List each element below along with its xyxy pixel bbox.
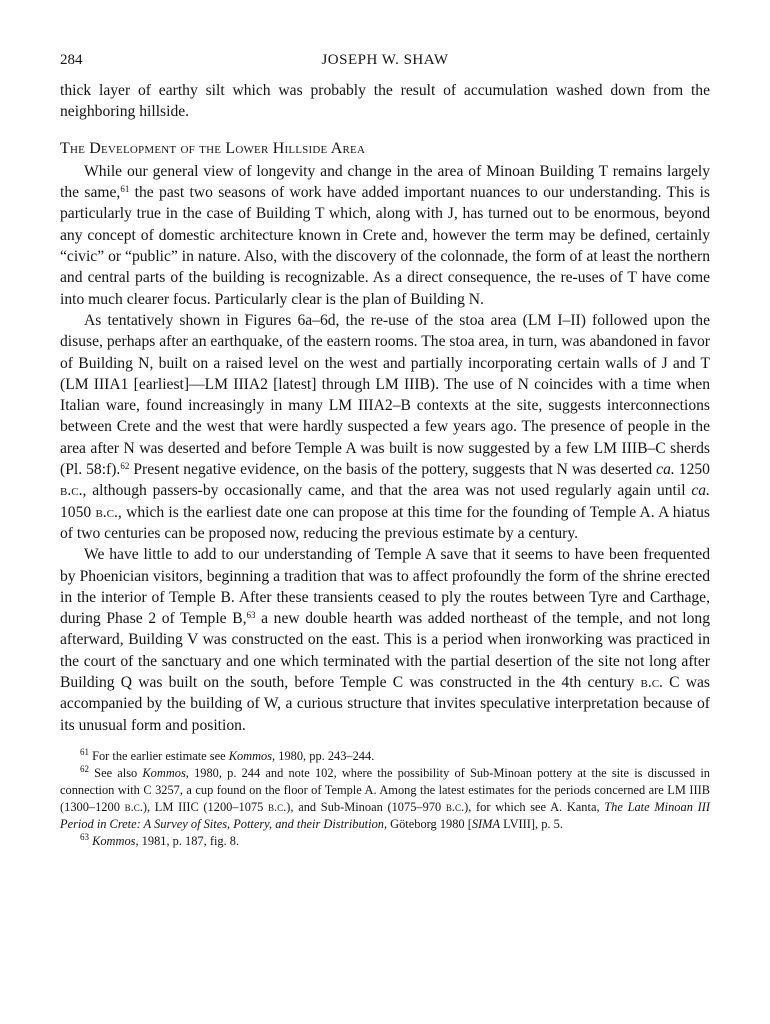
section-heading: The Development of the Lower Hillside Area [60, 139, 366, 157]
running-head: JOSEPH W. SHAW [321, 52, 449, 68]
article-body [60, 80, 710, 736]
page-header [60, 52, 710, 74]
footnote-ref-61: 61 [120, 184, 130, 195]
paragraph-1: While our general view of longevity and change in the area of Minoan Building T remains largely the same,$^{61}$ the past two seasons of work have added important nuances to our understanding. This is particularly true in the case of Building T which, along with J, has turned out to be enormous, beyond any concept of domestic architecture known in Crete and, however the term may be defined, certainly “civic” or “public” in nature. Also, with the discovery of the colonnade, the form of at least the northern and central parts of the building is recognizable. As a direct consequence, the re-uses of T have come into much clearer focus. Particularly clear is the plan of Building N. [60, 162, 711, 308]
paragraph-3: We have little to add to our understanding of Temple A save that it seems to have been frequented by Phoenician visitors, beginning a tradition that was to affect profoundly the form of the shrine erected in the interior of Temple B. After these transients ceased to ply the routes between Tyre and Carthage, during Phase 2 of Temple B,$^{63}$ a new double hearth was added northeast of the temple, and not long afterward, Building V was constructed on the east. This is a period when ironworking was practiced in the court of the sanctuary and one which terminated with the partial desertion of the site not long after Building Q was built on the south, before Temple C was constructed in the 4th century b.c. C was accompanied by the building of W, a curious structure that invites speculative interpretation because of its unusual form and position. [60, 546, 710, 734]
footnote-ref-62: 62 [120, 461, 130, 472]
paragraph-2: As tentatively shown in Figures 6a–6d, the re-use of the stoa area (LM I–II) followed upon the disuse, perhaps after an earthquake, of the eastern rooms. The stoa area, in turn, was abandoned in favor of Building N, built on a raised level on the west and partially incorporating certain walls of J and T (LM IIIA1 [earliest]—LM IIIA2 [latest] through LM IIIB). The use of N coincides with a time when Italian ware, found increasingly in many LM IIIA2–B contexts at the site, suggests interconnections between Crete and the west that were hardly suspected a few years ago. The presence of people in the area after N was deserted and before Temple A was built is now suggested by a few LM IIIB–C sherds (Pl. 58:f).$^{62}$ Present negative evidence, on the basis of the pottery, suggests that N was deserted ca. 1250 b.c., although passers-by occasionally came, and that the area was not used regularly again until ca. 1050 b.c., which is the earliest date one can propose at this time for the founding of Temple A. A hiatus of two centuries can be proposed now, reducing the previous estimate by a century. [60, 311, 710, 542]
page-number: 284 [60, 52, 83, 68]
footnote-ref-63: 63 [246, 610, 256, 621]
journal-page [60, 52, 710, 850]
footnote-62: $^{62}$ See also Kommos, 1980, p. 244 and note 102, where the possibility of Sub-Minoan pottery at the site is discussed in connection with C 3257, a cup found on the floor of Temple A. Among the latest estimates for the periods concerned are LM IIIB (1300–1200 b.c.), LM IIIC (1200–1075 b.c.), and Sub-Minoan (1075–970 b.c.), for which see A. Kanta, The Late Minoan III Period in Crete: A Survey of Sites, Pottery, and their Distribution, Göteborg 1980 [SIMA LVIII], p. 5. [60, 763, 710, 831]
footnote-61: $^{61}$ For the earlier estimate see Kommos, 1980, pp. 243–244. [80, 746, 375, 763]
footnote-63: $^{63}$ Kommos, 1981, p. 187, fig. 8. [80, 831, 240, 848]
footnotes [60, 748, 710, 850]
paragraph-continued: thick layer of earthy silt which was probably the result of accumulation washed down from the neighboring hillside. [60, 82, 710, 121]
